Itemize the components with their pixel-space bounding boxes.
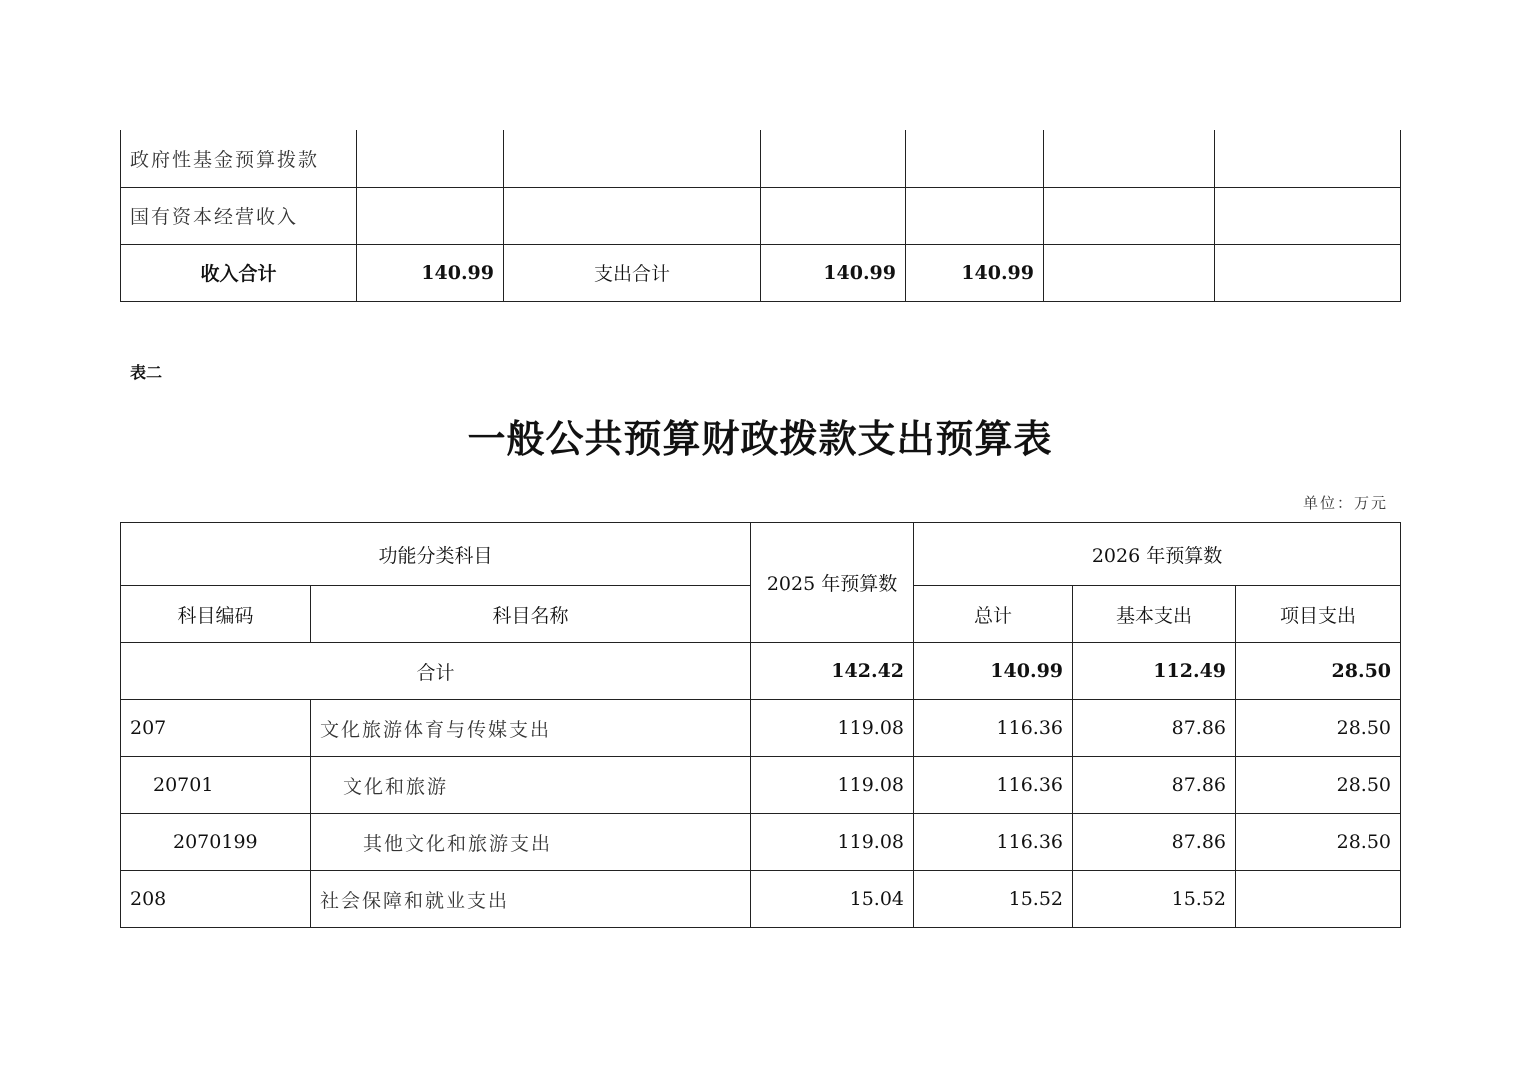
total-row	[121, 643, 1401, 700]
expenditure-budget-table	[120, 522, 1401, 928]
total-2026: 140.99	[914, 643, 1073, 700]
table-row	[121, 871, 1401, 928]
total-row	[121, 244, 1401, 301]
row-project: 28.50	[1236, 814, 1401, 871]
row-project: 28.50	[1236, 757, 1401, 814]
row-total: 116.36	[914, 814, 1073, 871]
row-name: 社会保障和就业支出	[311, 871, 751, 928]
row-label: 国有资本经营收入	[121, 187, 357, 244]
budget-2025-header: 2025 年预算数	[751, 523, 914, 643]
expense-total-label: 支出合计	[504, 244, 761, 301]
row-basic: 15.52	[1073, 871, 1236, 928]
code-header: 科目编码	[121, 586, 311, 643]
row-name: 文化和旅游	[311, 757, 751, 814]
row-code: 207	[121, 700, 311, 757]
row-basic: 87.86	[1073, 757, 1236, 814]
budget-2026-header: 2026 年预算数	[914, 523, 1401, 586]
row-2025: 119.08	[751, 757, 914, 814]
table-label: 表二	[130, 363, 163, 382]
unit-label: 单位：万元	[1302, 494, 1388, 512]
row-project	[1236, 871, 1401, 928]
total-basic: 112.49	[1073, 643, 1236, 700]
row-total: 15.52	[914, 871, 1073, 928]
row-total: 116.36	[914, 757, 1073, 814]
header-row	[121, 523, 1401, 586]
functional-header: 功能分类科目	[121, 523, 751, 586]
income-total-value: 140.99	[357, 244, 504, 301]
row-project: 28.50	[1236, 700, 1401, 757]
row-basic: 87.86	[1073, 700, 1236, 757]
total-project: 28.50	[1236, 643, 1401, 700]
table-row	[121, 187, 1401, 244]
name-header: 科目名称	[311, 586, 751, 643]
total-2025: 142.42	[751, 643, 914, 700]
row-name: 其他文化和旅游支出	[311, 814, 751, 871]
page-title: 一般公共预算财政拨款支出预算表	[467, 416, 1053, 461]
row-code: 20701	[121, 757, 311, 814]
total-label: 合计	[121, 643, 751, 700]
total-header: 总计	[914, 586, 1073, 643]
basic-header: 基本支出	[1073, 586, 1236, 643]
table-row	[121, 814, 1401, 871]
row-total: 116.36	[914, 700, 1073, 757]
expense-total-value: 140.99	[761, 244, 906, 301]
table-row	[121, 130, 1401, 187]
row-name: 文化旅游体育与传媒支出	[311, 700, 751, 757]
row-code: 2070199	[121, 814, 311, 871]
row-basic: 87.86	[1073, 814, 1236, 871]
row-label: 政府性基金预算拨款	[121, 130, 357, 187]
income-total-label: 收入合计	[121, 244, 357, 301]
project-header: 项目支出	[1236, 586, 1401, 643]
income-expense-summary-table	[120, 130, 1401, 302]
table-row	[121, 700, 1401, 757]
row-2025: 119.08	[751, 814, 914, 871]
row-2025: 15.04	[751, 871, 914, 928]
table-row	[121, 757, 1401, 814]
row-2025: 119.08	[751, 700, 914, 757]
row-code: 208	[121, 871, 311, 928]
expense-total-value-2: 140.99	[906, 244, 1044, 301]
